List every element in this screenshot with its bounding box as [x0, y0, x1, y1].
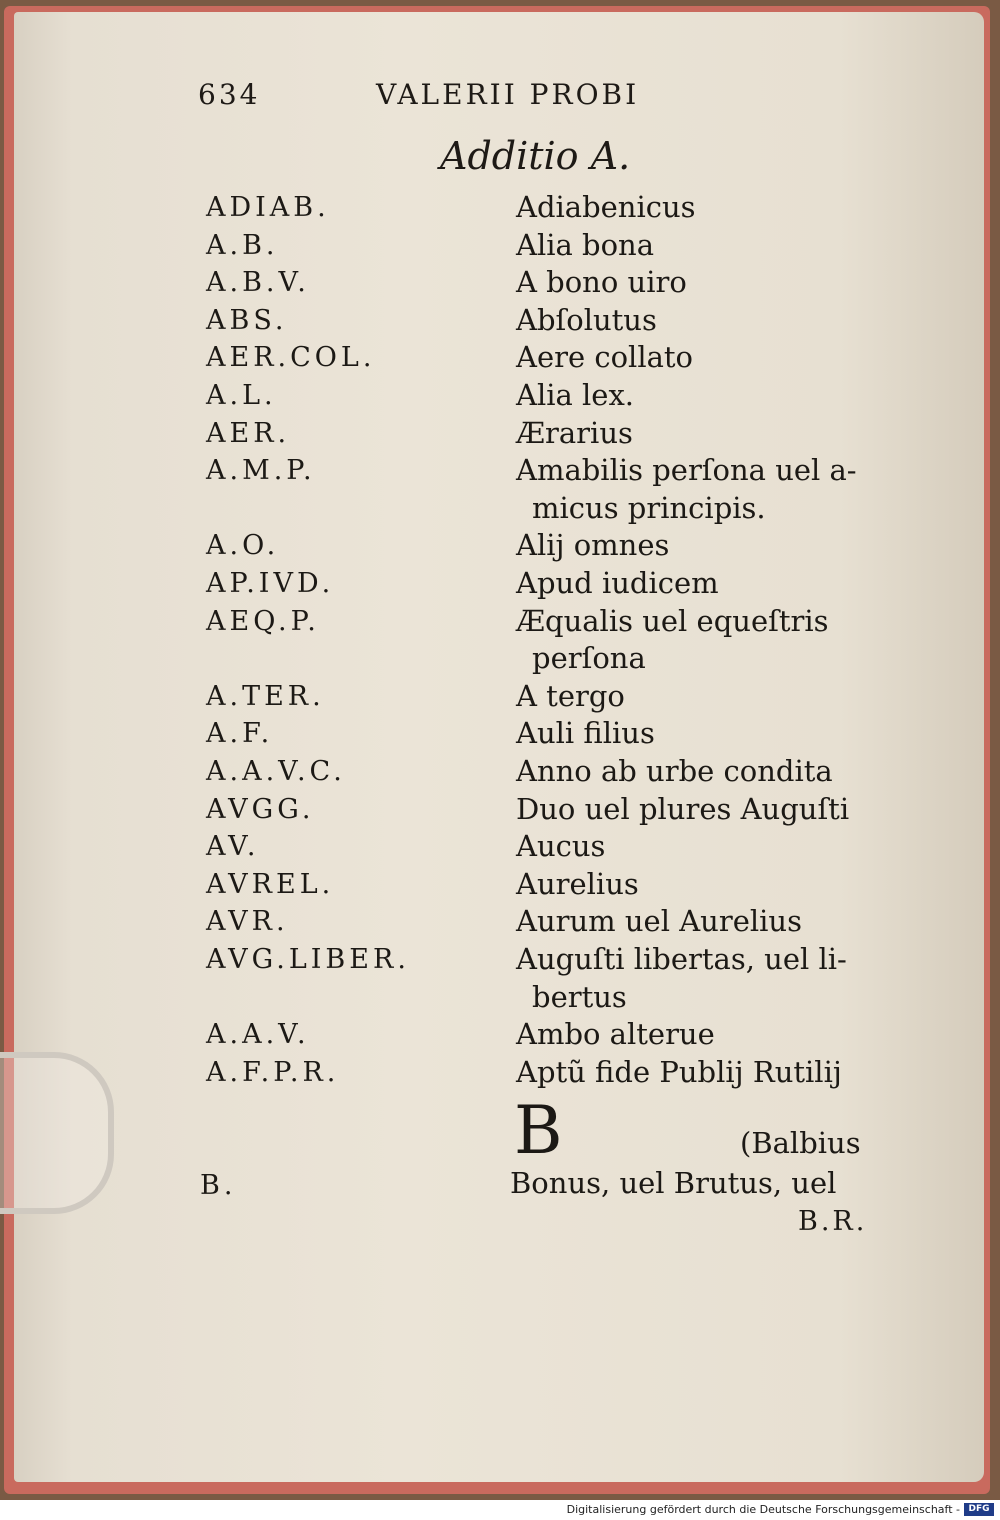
entry-expansion: Alij omnes: [516, 528, 670, 563]
entry-expansion: Amabilis perſona uel a-: [516, 453, 857, 488]
entry-abbr: AEQ.P.: [206, 605, 320, 637]
entry-expansion: bertus: [532, 979, 627, 1014]
entry-abbr: ADIAB.: [206, 192, 330, 223]
entry-abbr: A.A.V.: [206, 1019, 310, 1051]
entry-expansion: Abſolutus: [516, 302, 657, 337]
entry-abbr: A.F.P.R.: [206, 1056, 340, 1088]
entry-expansion: A bono uiro: [516, 265, 687, 300]
entry-abbr: AER.: [206, 417, 291, 449]
running-title: VALERII PROBI: [376, 78, 640, 111]
entry-abbr: AV.: [206, 831, 260, 863]
entry-expansion: Duo uel plures Auguſti: [516, 791, 850, 826]
entry-expansion: micus principis.: [532, 490, 766, 525]
entry-expansion: A tergo: [516, 678, 625, 713]
entry-expansion: Ambo alterue: [516, 1017, 715, 1052]
entry-abbr: AER.COL.: [206, 342, 376, 374]
entry-abbr: A.L.: [206, 380, 277, 411]
entry-abbr: AVGG.: [206, 793, 315, 825]
entry-abbr: AVR.: [206, 906, 289, 938]
dfg-logo: DFG: [964, 1503, 994, 1516]
entry-expansion: Alia lex.: [516, 378, 635, 412]
page-number: 634: [198, 78, 261, 111]
entry-expansion-b: Bonus, uel Brutus, uel: [510, 1166, 837, 1200]
page: [14, 12, 984, 1482]
entry-expansion: Aurum uel Aurelius: [516, 904, 802, 939]
entry-expansion: Aucus: [516, 829, 606, 864]
entry-expansion: Anno ab urbe condita: [516, 754, 833, 788]
entry-abbr: A.O.: [206, 530, 280, 562]
entry-expansion: Ærarius: [516, 415, 633, 450]
entry-expansion: perſona: [532, 641, 646, 676]
entry-expansion: Adiabenicus: [516, 190, 696, 224]
entry-abbr: A.B.V.: [206, 267, 310, 299]
entry-abbr: ABS.: [206, 304, 288, 336]
entry-abbr: AVREL.: [206, 868, 335, 900]
running-head: [198, 78, 838, 118]
entry-abbr: A.A.V.C.: [206, 756, 346, 787]
entry-expansion: Apud iudicem: [516, 566, 719, 600]
footer-bar: [0, 1500, 1000, 1520]
entry-expansion: Aurelius: [516, 866, 639, 901]
entry-abbr: AVG.LIBER.: [206, 944, 410, 975]
entry-expansion: Auli filius: [516, 716, 655, 751]
entry-expansion: Aere collato: [516, 340, 694, 375]
section-title: Additio A.: [440, 134, 631, 178]
book-clip: [0, 1052, 114, 1214]
section-letter-b: B: [514, 1092, 563, 1169]
entry-abbr: A.F.: [206, 718, 274, 750]
entry-expansion: Æqualis uel equeſtris: [516, 603, 829, 638]
entry-abbr: A.M.P.: [206, 455, 316, 487]
entry-abbr: A.TER.: [206, 680, 325, 712]
entry-expansion: Auguſti libertas, uel li-: [516, 942, 847, 976]
entry-trailing-br: B.R.: [798, 1206, 868, 1237]
entry-abbr: AP.IVD.: [206, 568, 335, 599]
entry-abbr: A.B.: [206, 229, 279, 261]
catchword-balbius: (Balbius: [740, 1126, 861, 1160]
entry-expansion: Alia bona: [516, 227, 654, 262]
entry-abbr-b: B.: [200, 1170, 237, 1201]
footer-credit: Digitalisierung gefördert durch die Deutsche Forschungsgemeinschaft -: [566, 1503, 960, 1516]
entry-expansion: Aptũ fide Publij Rutilij: [516, 1054, 842, 1089]
